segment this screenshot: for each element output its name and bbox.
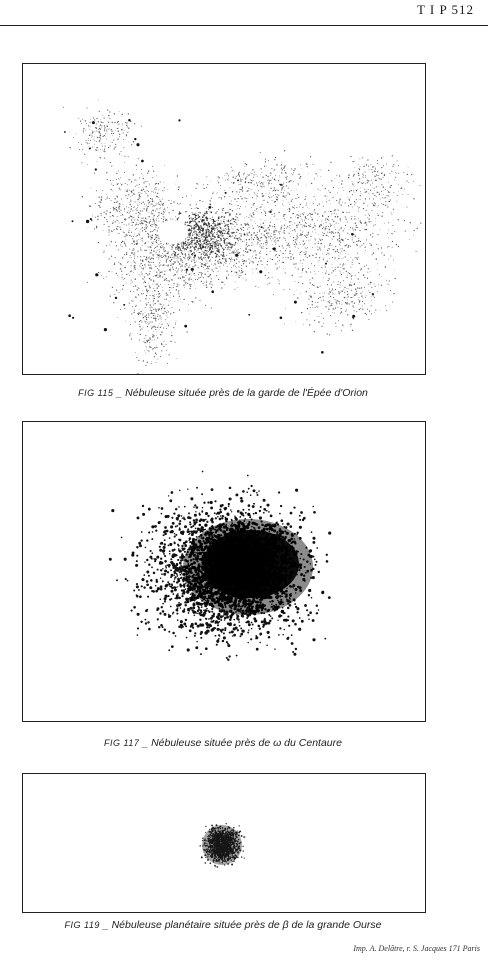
figure-117-caption [22,737,424,749]
omega-centauri-illustration [23,422,425,721]
caption-separator: _ [142,737,152,749]
figure-117-caption-text: Nébuleuse située près de ω du Centaure [151,737,342,749]
printer-imprint: Imp. A. Delâtre, r. S. Jacques 171 Paris [353,944,480,953]
figure-115-plate [22,63,426,375]
orion-nebula-illustration [23,64,425,374]
figure-119-caption-text: Nébuleuse planétaire située près de β de la grande Ourse [111,919,382,931]
figure-119-label: FIG 119 [64,920,100,930]
figure-117-plate [22,421,426,722]
figure-115-label: FIG 115 [78,388,114,398]
planetary-nebula-illustration [23,774,425,912]
caption-separator: _ [102,919,112,931]
figure-115-caption-text: Nébuleuse située près de la garde de l'Épée d'Orion [125,387,368,399]
plate-page-reference: T I P 512 [416,2,474,17]
header-rule [0,25,488,26]
figure-119-caption [22,919,424,931]
figure-119-plate [22,773,426,913]
figure-117-label: FIG 117 [104,738,140,748]
figure-115-caption [22,387,424,399]
caption-separator: _ [116,387,126,399]
